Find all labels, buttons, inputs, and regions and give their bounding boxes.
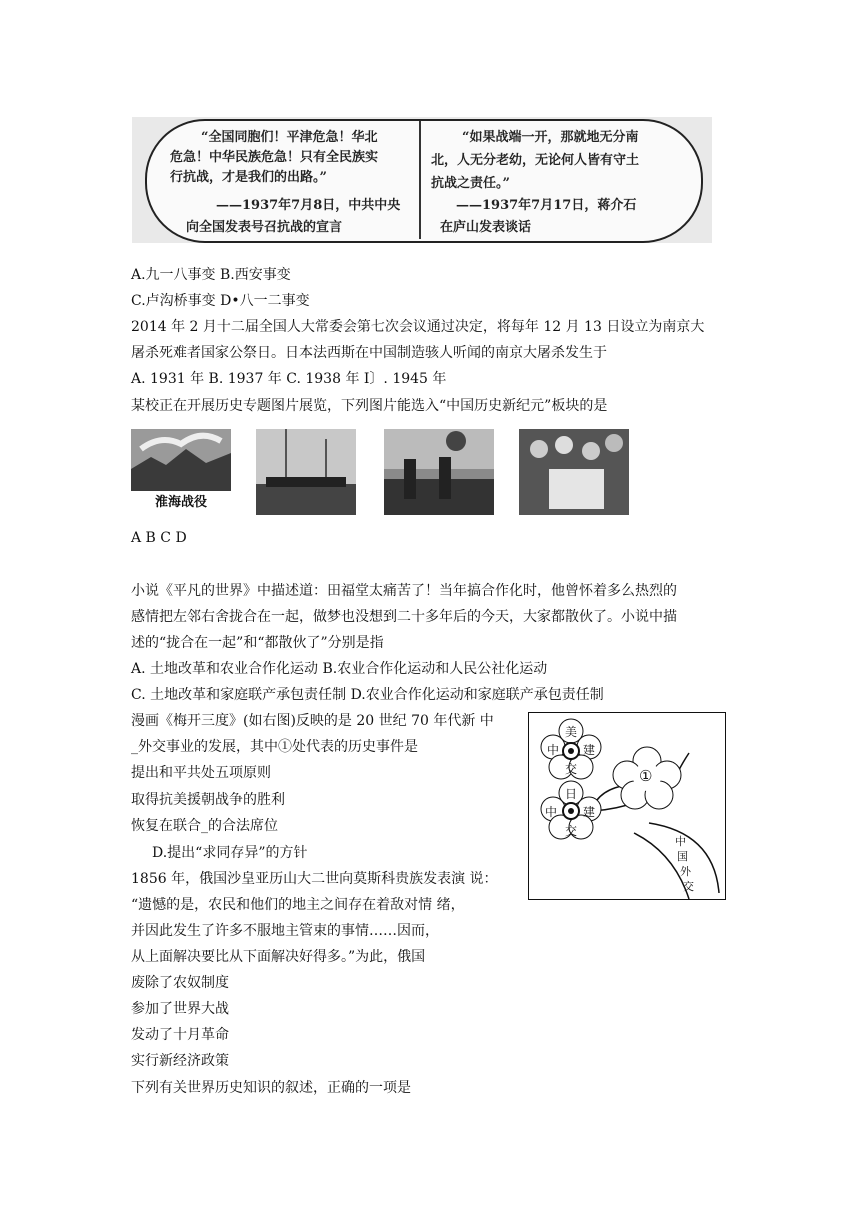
flower1-bottom-label: 交 — [565, 762, 578, 776]
flower2-bottom-label: 交 — [565, 824, 578, 838]
branch-label-1: 中 — [675, 835, 686, 848]
branch-label-2: 国 — [677, 850, 688, 863]
q6-stem-line-4: 从上面解决要比从下面解决好得多。”为此，俄国 — [131, 949, 426, 965]
quote-left-line-1: “全国同胞们！平津危急！华北 — [201, 130, 378, 145]
q4-stem-line-2: 感情把左邻右舍拢合在一起，做梦也没想到二十多年后的今天，大家都散伙了。小说中描 — [131, 609, 677, 625]
quote-left-line-3: 行抗战，才是我们的出路。” — [170, 170, 327, 185]
flower2-left-label: 中 — [545, 805, 558, 819]
quote-right-line-1: “如果战端一开，那就地无分南 — [462, 130, 639, 145]
photo-d — [519, 429, 629, 515]
q1-options-ab: A.九一八事变 B.西安事变 — [131, 267, 291, 283]
q2-options: A. 1931 年 B. 1937 年 C. 1938 年 I〕. 1945 年 — [131, 371, 447, 387]
q5-stem-line-1: 漫画《梅开三度》(如右图)反映的是 20 世纪 70 年代新 中 — [131, 713, 494, 729]
quote-right-line-3: 抗战之责任。” — [431, 176, 510, 191]
branch-label-3: 外 — [680, 865, 691, 878]
quote-right-line-2: 北，人无分老幼，无论何人皆有守土 — [431, 153, 640, 168]
q5-option-b: 取得抗美援朝战争的胜利 — [131, 792, 285, 808]
photo-a-art — [131, 429, 231, 491]
q7-stem: 下列有关世界历史知识的叙述，正确的一项是 — [131, 1080, 411, 1096]
photo-c — [384, 429, 494, 515]
q6-option-c: 发动了十月革命 — [131, 1027, 229, 1043]
flower3-marker: ① — [639, 767, 653, 785]
flower1-top-label: 美 — [565, 725, 578, 739]
quote-right-source-1: ——1937年7月17日，蒋介石 — [456, 198, 637, 213]
photo-b-art — [256, 429, 356, 515]
flower1-left-label: 中 — [547, 743, 560, 757]
q4-options-cd: C. 土地改革和家庭联产承包责任制 D.农业合作化运动和家庭联产承包责任制 — [131, 687, 604, 703]
cartoon-plum-blossom — [528, 712, 726, 900]
quote-divider — [419, 121, 421, 239]
quote-right-source-2: 在庐山发表谈话 — [440, 220, 532, 235]
q3-stem: 某校正在开展历史专题图片展览，下列图片能选入“中国历史新纪元”板块的是 — [131, 398, 608, 414]
photo-c-art — [384, 429, 494, 515]
q3-options: A B C D — [131, 530, 187, 546]
q5-stem-line-2: _外交事业的发展，其中①处代表的历史事件是 — [131, 739, 418, 755]
q1-options-cd: C.卢沟桥事变 D•八一二事变 — [131, 293, 310, 309]
quote-left-source-1: ——1937年7月8日，中共中央 — [216, 198, 401, 213]
q6-option-b: 参加了世界大战 — [131, 1001, 229, 1017]
quote-left-source-2: 向全国发表号召抗战的宣言 — [186, 220, 343, 235]
q2-stem-line-2: 屠杀死难者国家公祭日。日本法西斯在中国制造骇人听闻的南京大屠杀发生于 — [131, 345, 607, 361]
q6-option-a: 废除了农奴制度 — [131, 975, 229, 991]
q4-options-ab: A. 土地改革和农业合作化运动 B.农业合作化运动和人民公社化运动 — [131, 661, 548, 677]
q2-stem-line-1: 2014 年 2 月十二届全国人大常委会第七次会议通过决定，将每年 12 月 13 日设立为南京大 — [131, 319, 705, 335]
flower1-right-label: 建 — [583, 743, 596, 757]
flower2-right-label: 建 — [583, 805, 596, 819]
photo-d-art — [519, 429, 629, 515]
branch-label-4: 交 — [683, 880, 694, 893]
photo-a-huaihai — [131, 429, 231, 515]
flower2-top-label: 日 — [565, 787, 578, 801]
q6-stem-line-3: 并因此发生了许多不服地主管束的事情……因而， — [131, 923, 439, 939]
q4-stem-line-3: 述的“拢合在一起”和“都散伙了”分别是指 — [131, 635, 384, 651]
q5-option-c: 恢复在联合_的合法席位 — [131, 818, 278, 834]
photo-a-caption: 淮海战役 — [131, 491, 231, 515]
q6-stem-line-2: “遗憾的是，农民和他们的地主之间存在着敌对情 绪， — [131, 897, 465, 913]
q4-stem-line-1: 小说《平凡的世界》中描述道：田福堂太痛苦了！当年搞合作化时，他曾怀着多么热烈的 — [131, 583, 677, 599]
q5-option-a: 提出和平共处五项原则 — [131, 765, 271, 781]
q6-stem-line-1: 1856 年，俄国沙皇亚历山大二世向莫斯科贵族发表演 说： — [131, 871, 498, 887]
photo-b — [256, 429, 356, 515]
quote-left-line-2: 危急！中华民族危急！只有全民族实 — [170, 150, 379, 165]
q5-option-d: D.提出“求同存异”的方针 — [152, 845, 308, 861]
q6-option-d: 实行新经济政策 — [131, 1053, 229, 1069]
